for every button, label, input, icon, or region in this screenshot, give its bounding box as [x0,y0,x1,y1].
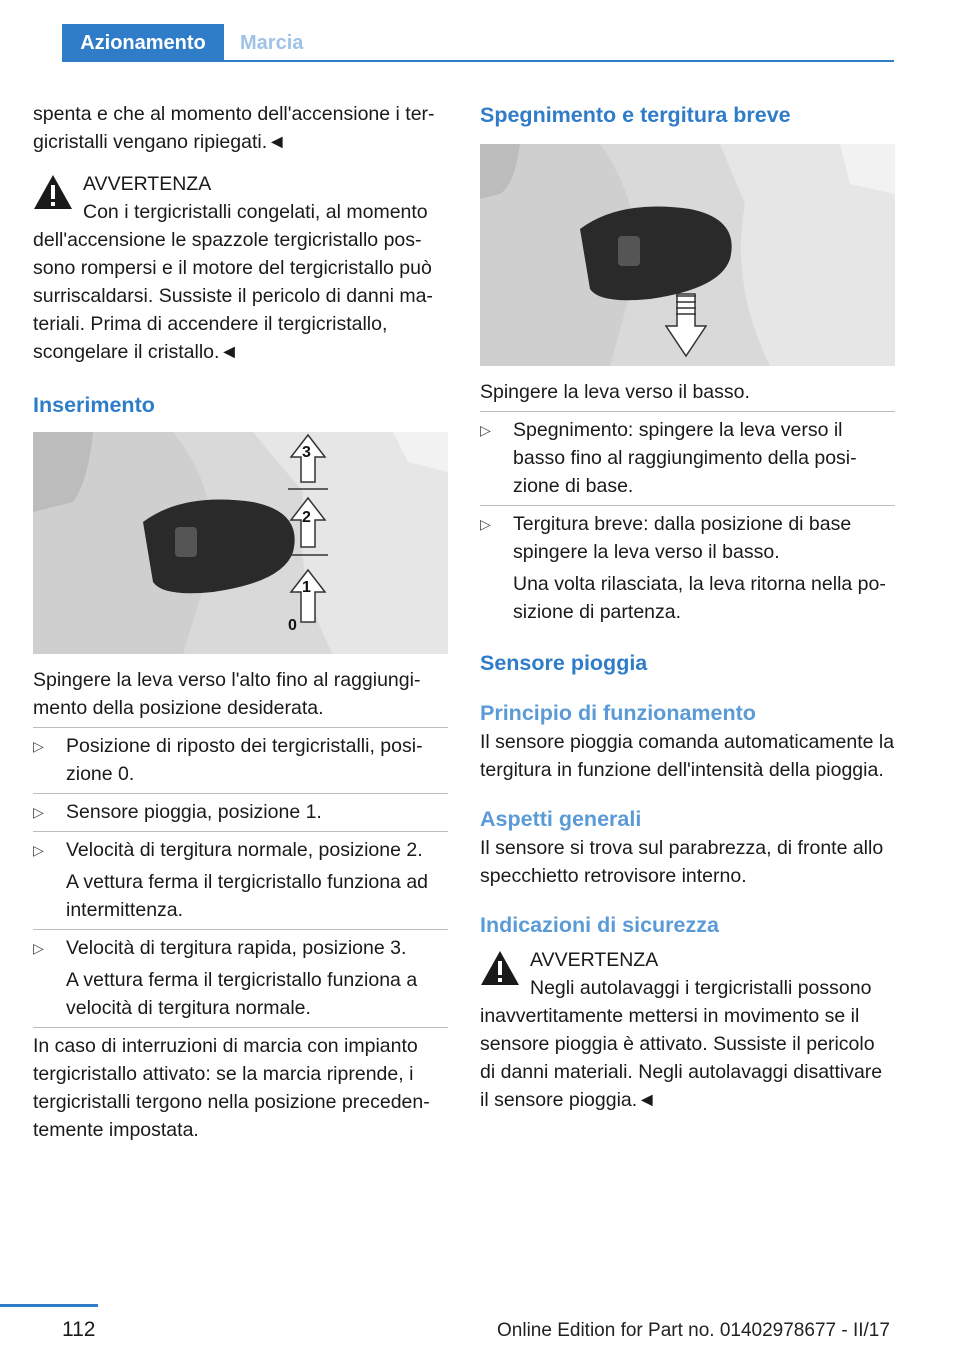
subheading-sicurezza: Indicazioni di sicurezza [480,913,719,937]
warning-text-first: Con i tergicristalli congelati, al momento [83,201,428,223]
position-list [33,798,448,826]
divider [33,727,448,728]
list-item-note: Una volta rilasciata, la leva ritorna nella posizione di partenza. [513,573,886,623]
list-item-note: A vettura ferma il tergicristallo funziona a velocità di tergitura normale. [66,969,418,1019]
page-number: 112 [62,1318,96,1341]
position-label-2: 2 [302,509,311,526]
position-list [33,934,448,962]
triangle-bullet-icon: ▷ [480,516,491,532]
warning-title: AVVERTENZA [530,949,659,971]
edition-text: Online Edition for Part no. 01402978677 - II/17 [497,1320,890,1341]
action-list [480,510,895,566]
general-text: Il sensore si trova sul parabrezza, di fronte allo specchietto retrovisore interno. [480,837,884,887]
tab-azionamento[interactable]: Azionamento [62,24,224,62]
warning-text-rest: dell'accensione le spazzole tergicristallo possono rompersi e il motore del tergicristallo può surriscaldarsi. Sussiste il pericolo di danni materiali. Prima di accendere il tergicristallo, scongelare il cristallo.◄ [33,229,433,363]
divider [33,929,448,930]
tab-marcia[interactable]: Marcia [240,32,304,54]
subheading-principio: Principio di funzionamento [480,701,756,725]
position-label-1: 1 [302,579,311,596]
wiper-lever-up-image [33,432,448,654]
warning-text-rest: inavvertitamente mettersi in movimento se il sensore pioggia è attivato. Sussiste il pericolo di danni materiali. Negli autolavaggi disattivare il sensore pioggia.◄ [480,1005,883,1111]
list-item: ▷ Tergitura breve: dalla posizione di base spingere la leva verso il basso. [480,510,895,566]
warning-icon [480,950,520,986]
list-item: ▷ Velocità di tergitura rapida, posizione 3. [33,934,448,962]
section-heading-sensore: Sensore pioggia [480,651,648,675]
section-heading-inserimento: Inserimento [33,393,155,417]
position-list [33,732,448,788]
position-list [33,836,448,864]
triangle-bullet-icon: ▷ [33,738,44,754]
wiper-lever-down-image [480,144,895,366]
warning-block [33,170,448,366]
section-heading-spegnimento: Spegnimento e tergitura breve [480,103,791,127]
triangle-bullet-icon: ▷ [33,842,44,858]
position-label-3: 3 [302,444,311,461]
list-item: ▷ Posizione di riposto dei tergicristalli, posizione 0. [33,732,448,788]
divider [480,411,895,412]
divider [33,1027,448,1028]
intro-text: spenta e che al momento dell'accensione i tergicristalli vengano ripiegati.◄ [33,103,435,153]
divider [33,793,448,794]
warning-icon [33,174,73,210]
triangle-bullet-icon: ▷ [33,804,44,820]
warning-block [480,946,895,1114]
right-column [480,100,895,1114]
principle-text: Il sensore pioggia comanda automaticamente la tergitura in funzione dell'intensità della pioggia. [480,731,895,781]
instruction-text: Spingere la leva verso l'alto fino al raggiungimento della posizione desiderata. [33,669,421,719]
closing-text: In caso di interruzioni di marcia con impianto tergicristallo attivato: se la marcia riprende, i tergicristalli tergono nella posizione precedentemente impostata. [33,1035,430,1141]
list-item: ▷ Velocità di tergitura normale, posizione 2. [33,836,448,864]
warning-text-first: Negli autolavaggi i tergicristalli possono [530,977,872,999]
left-column [33,100,448,1144]
page-header [0,0,894,62]
triangle-bullet-icon: ▷ [33,940,44,956]
footer-divider [0,1304,98,1307]
subheading-aspetti: Aspetti generali [480,807,642,831]
warning-title: AVVERTENZA [83,173,212,195]
position-label-0: 0 [288,617,297,634]
instruction-text: Spingere la leva verso il basso. [480,381,750,403]
list-item: ▷ Spegnimento: spingere la leva verso il basso fino al raggiungimento della posizione di base. [480,416,895,500]
header-divider [62,60,894,62]
list-item-note: A vettura ferma il tergicristallo funziona ad intermittenza. [66,871,429,921]
divider [33,831,448,832]
triangle-bullet-icon: ▷ [480,422,491,438]
list-item: ▷ Sensore pioggia, posizione 1. [33,798,448,826]
action-list [480,416,895,500]
divider [480,505,895,506]
